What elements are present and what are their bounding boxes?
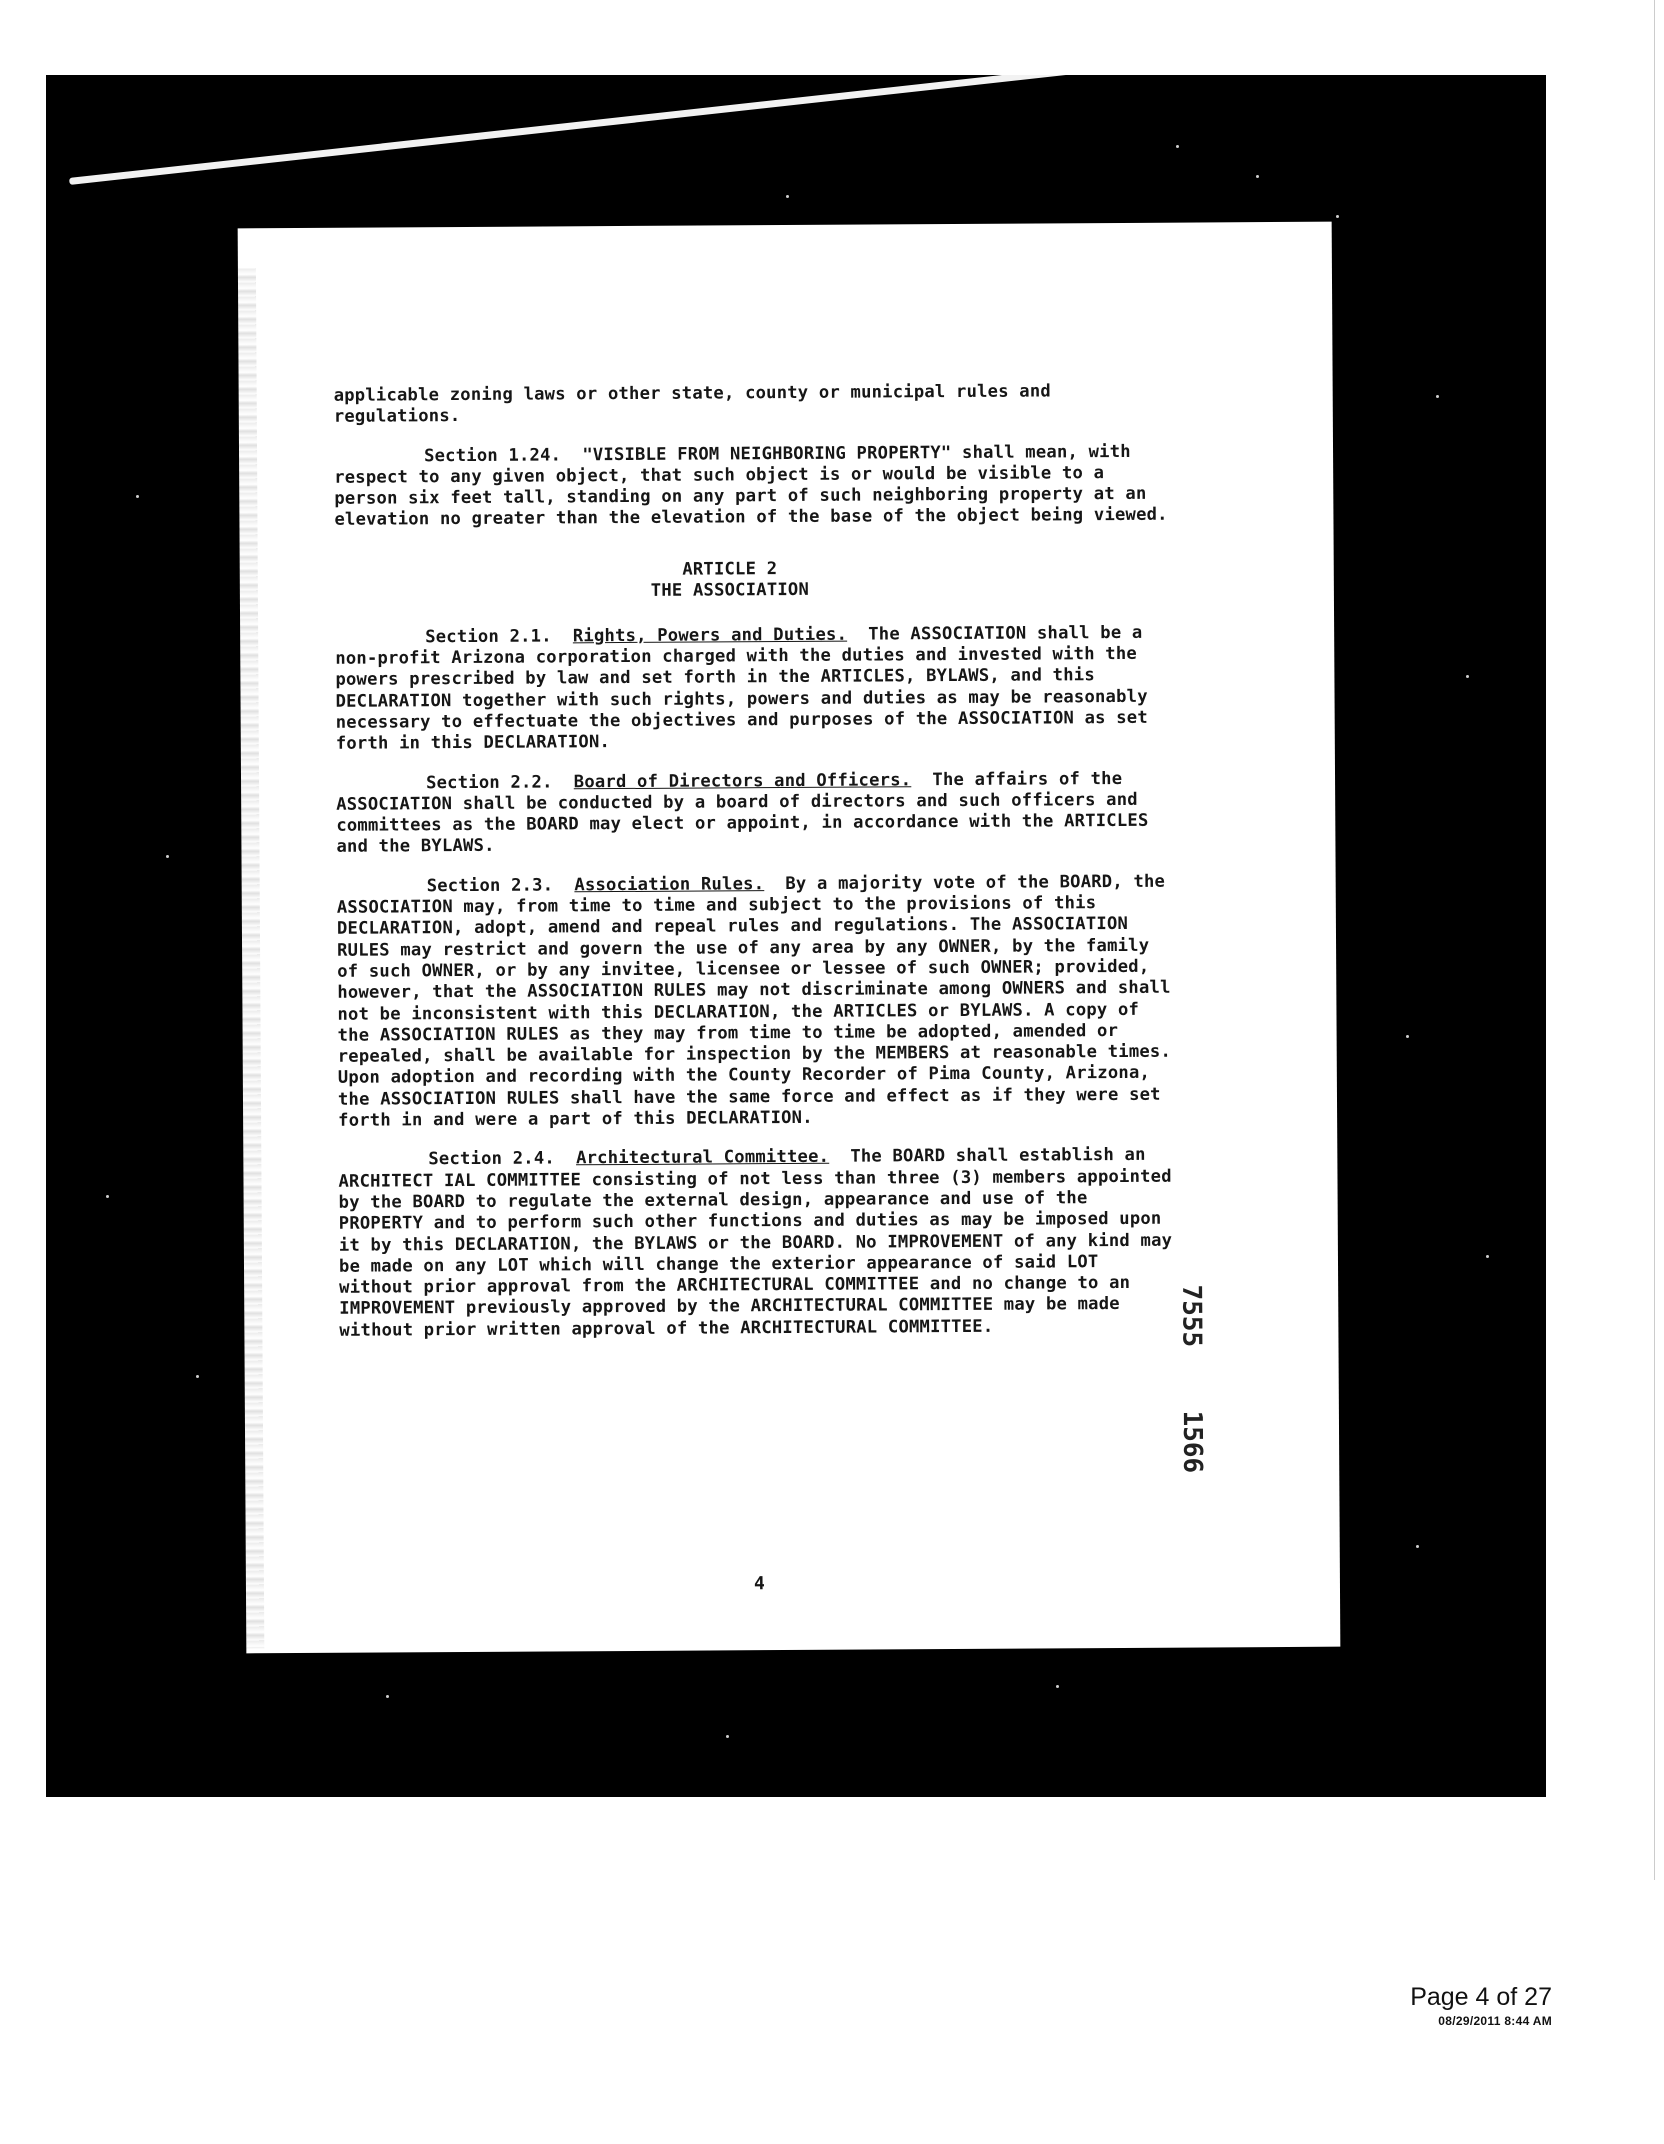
- scan-speck: [1486, 1255, 1489, 1258]
- scan-speck: [1056, 1685, 1059, 1688]
- print-timestamp: 08/29/2011 8:44 AM: [1438, 2014, 1552, 2028]
- right-edge-rule: [1654, 0, 1655, 1880]
- section-2-4-body: The BOARD shall establish an ARCHITECT IAL COMMITTEE consisting of not less than three (3) members appointed by the BOARD to regulate the external design, appearance and use of the PROPERTY and to perform such other functions and duties as may be imposed upon it by this DECLARATION, the BYLAWS or the BOARD. No IMPROVEMENT of any kind may be made on any LOT which will change the exterior appearance of said LOT without prior approval from the ARCHITECTURAL COMMITTEE and no change to an IMPROVEMENT previously approved by the ARCHITECTURAL COMMITTEE may be made without prior written approval of the ARCHITECTURAL COMMITTEE.: [338, 1145, 1173, 1341]
- opening-text: applicable zoning laws or other state, county or municipal rules and regulations.: [333, 381, 1051, 428]
- section-2-2-body: The affairs of the ASSOCIATION shall be conducted by a board of directors and such officers and committees as the BOARD may elect or appoint, in accordance with the ARTICLES and the BYLAWS.: [336, 768, 1149, 858]
- section-2-1-body: The ASSOCIATION shall be a non-profit Arizona corporation charged with the duties and invested with the powers prescribed by law and set forth in the ARTICLES, BYLAWS, and this DECLARATION together with such rights, powers and duties as may be reasonably necessary to effectuate the objectives and purposes of the ASSOCIATION as set forth in this DECLARATION.: [335, 622, 1148, 755]
- article-heading: [335, 556, 1175, 603]
- page-footer: [1410, 1982, 1552, 2030]
- recording-number: [1164, 1284, 1225, 1484]
- section-1-24-label: Section 1.24.: [423, 444, 562, 466]
- scan-speck: [1176, 145, 1179, 148]
- section-2-3-title: Association Rules.: [574, 873, 765, 896]
- section-2-3-label: Section 2.3.: [426, 875, 554, 896]
- scan-speck: [1416, 1545, 1419, 1548]
- section-2-3: [337, 871, 1179, 1132]
- recording-page: 1566: [1176, 1410, 1208, 1474]
- section-2-1: [335, 622, 1176, 755]
- section-2-1-title: Rights, Powers and Duties.: [572, 624, 848, 647]
- scan-speck: [786, 195, 789, 198]
- document-paper: [238, 222, 1341, 1654]
- scan-speck: [136, 495, 139, 498]
- scan-streak: [69, 75, 1382, 185]
- section-2-2-title: Board of Directors and Officers.: [573, 769, 912, 792]
- section-2-4-label: Section 2.4.: [428, 1148, 555, 1170]
- section-2-3-body: By a majority vote of the BOARD, the ASSOCIATION may, from time to time and subject to the provisions of this DECLARATION, adopt, amend and repeal rules and regulations. The ASSOCIATION RULES may restrict and govern the use of any area by any OWNER, by the family of such OWNER, or by any invitee, licensee or lessee of such OWNER; provided, however, that the ASSOCIATION RULES may not discriminate among OWNERS and shall not be inconsistent with this DECLARATION, the ARTICLES or BYLAWS. A copy of the ASSOCIATION RULES as they may from time to time be adopted, amended or repealed, shall be available for inspection by the MEMBERS at reasonable times. Upon adoption and recording with the County Recorder of Pima County, Arizona, the ASSOCIATION RULES shall have the same force and effect as if they were set forth in and were a part of this DECLARATION.: [336, 871, 1172, 1131]
- scan-speck: [1336, 215, 1339, 218]
- article-title: THE ASSOCIATION: [650, 579, 810, 601]
- scan-speck: [1406, 1035, 1409, 1038]
- scan-speck: [1256, 175, 1259, 178]
- section-2-4: [338, 1145, 1179, 1342]
- scan-speck: [106, 1195, 109, 1198]
- page-count: Page 4 of 27: [1410, 1983, 1552, 2011]
- section-1-24: [334, 441, 1175, 531]
- section-2-4-title: Architectural Committee.: [575, 1147, 830, 1169]
- document-body: [334, 381, 1180, 1360]
- scan-speck: [1466, 675, 1469, 678]
- scan-speck: [1436, 395, 1439, 398]
- recording-book: 7555: [1176, 1284, 1207, 1348]
- scan-speck: [166, 855, 169, 858]
- scan-speck: [386, 1695, 389, 1698]
- article-number: ARTICLE 2: [682, 558, 778, 580]
- opening-paragraph: [334, 381, 1174, 429]
- section-2-2-label: Section 2.2.: [425, 772, 553, 793]
- scan-speck: [196, 1375, 199, 1378]
- section-2-1-label: Section 2.1.: [425, 626, 552, 647]
- scan-edge-noise: [238, 268, 264, 1648]
- document-page-number: 4: [753, 1573, 765, 1595]
- scanned-page-frame: [46, 75, 1546, 1797]
- section-1-24-body: "VISIBLE FROM NEIGHBORING PROPERTY" shall mean, with respect to any given object, that such object is or would be visible to a person six feet tall, standing on any part of such neighboring property at an elevation no greater than the elevation of the base of the object being viewed.: [334, 441, 1168, 531]
- scan-speck: [726, 1735, 729, 1738]
- section-2-2: [336, 768, 1177, 858]
